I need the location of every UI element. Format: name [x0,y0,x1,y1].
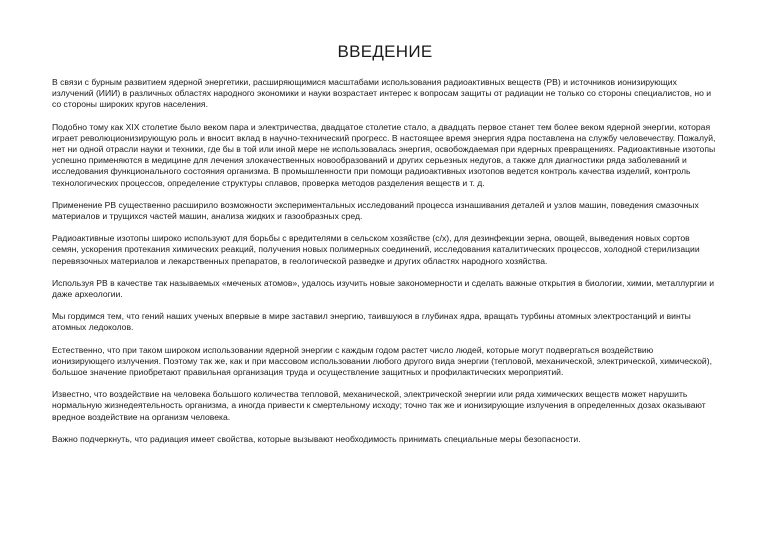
paragraph-2: Подобно тому как XIX столетие было веком пара и электричества, двадцатое столетие стало, а двадцать первое станет тем более веком ядерной энергии, которая играет революционизирующую роль и вносит вклад в научно-технический прогресс. В настоящее время энергия ядра поставлена на службу человечеству. Пожалуй, нет ни одной отрасли науки и техники, где бы в той или иной мере не использовалась энергия, освобождаемая при ядерных превращениях. Радиоактивные изотопы успешно применяются в медицине для лечения злокачественных новообразований и других серьезных недугов, а также для диагностики ряда заболеваний и исследования функционального состояния организма. В промышленности при помощи радиоактивных изотопов ведется контроль качества изделий, контроль технологических процессов, определение структуры сплавов, проверка методов разделения веществ и т. д. [52,121,716,188]
page-title: ВВЕДЕНИЕ [337,42,433,61]
paragraph-8: Известно, что воздействие на человека большого количества тепловой, механической, электрической энергии или ряда химических веществ может нарушить нормальную жизнедеятельность организма, а иногда привести к смертельному исходу; точно так же и ионизирующие излучения в определенных дозах оказывают вредное воздействие на организм человека. [52,389,706,422]
paragraph-5: Используя РВ в качестве так называемых «меченых атомов», удалось изучить новые закономерности и сделать важные открытия в биологии, химии, металлургии и даже археологии. [52,277,715,300]
paragraph-4: Радиоактивные изотопы широко используют для борьбы с вредителями в сельском хозяйстве (с/х), для дезинфекции зерна, овощей, выведения новых сортов семян, ускорения протекания химических реакций, получения новых полимерных соединений, исследования каталитических процессов, холодной стерилизации перевязочных материалов и лекарственных препаратов, в геологической разведке и других областях народного хозяйства. [52,233,700,266]
paragraph-6: Мы гордимся тем, что гений наших ученых впервые в мире заставил энергию, таившуюся в глубинах ядра, вращать турбины атомных электростанций и винты атомных ледоколов. [52,311,691,333]
paragraph-9: Важно подчеркнуть, что радиация имеет свойства, которые вызывают необходимость принимать специальные меры безопасности. [52,433,581,444]
paragraph-3: Применение РВ существенно расширило возможности экспериментальных исследований процесса изнашивания деталей и узлов машин, поведения смазочных материалов и трущихся частей машин, анализа жидких и газообразных сред. [52,199,699,222]
paragraph-1: В связи с бурным развитием ядерной энергетики, расширяющимися масштабами использования радиоактивных веществ (РВ) и источников ионизирующих излучений (ИИИ) в различных областях народного экономики и науки возрастает интерес к вопросам защиты от радиации не только со стороны специалистов, но и со стороны широких кругов населения. [52,77,712,110]
paragraph-7: Естественно, что при таком широком использовании ядерной энергии с каждым годом растет число людей, которые могут подвергаться воздействию ионизирующего излучения. Поэтому так же, как и при массовом использовании любого другого вида энергии (тепловой, механической, электрической, химической), большое значение приобретают правильная организация труда и осуществление защитных и профилактических мероприятий. [52,344,712,378]
